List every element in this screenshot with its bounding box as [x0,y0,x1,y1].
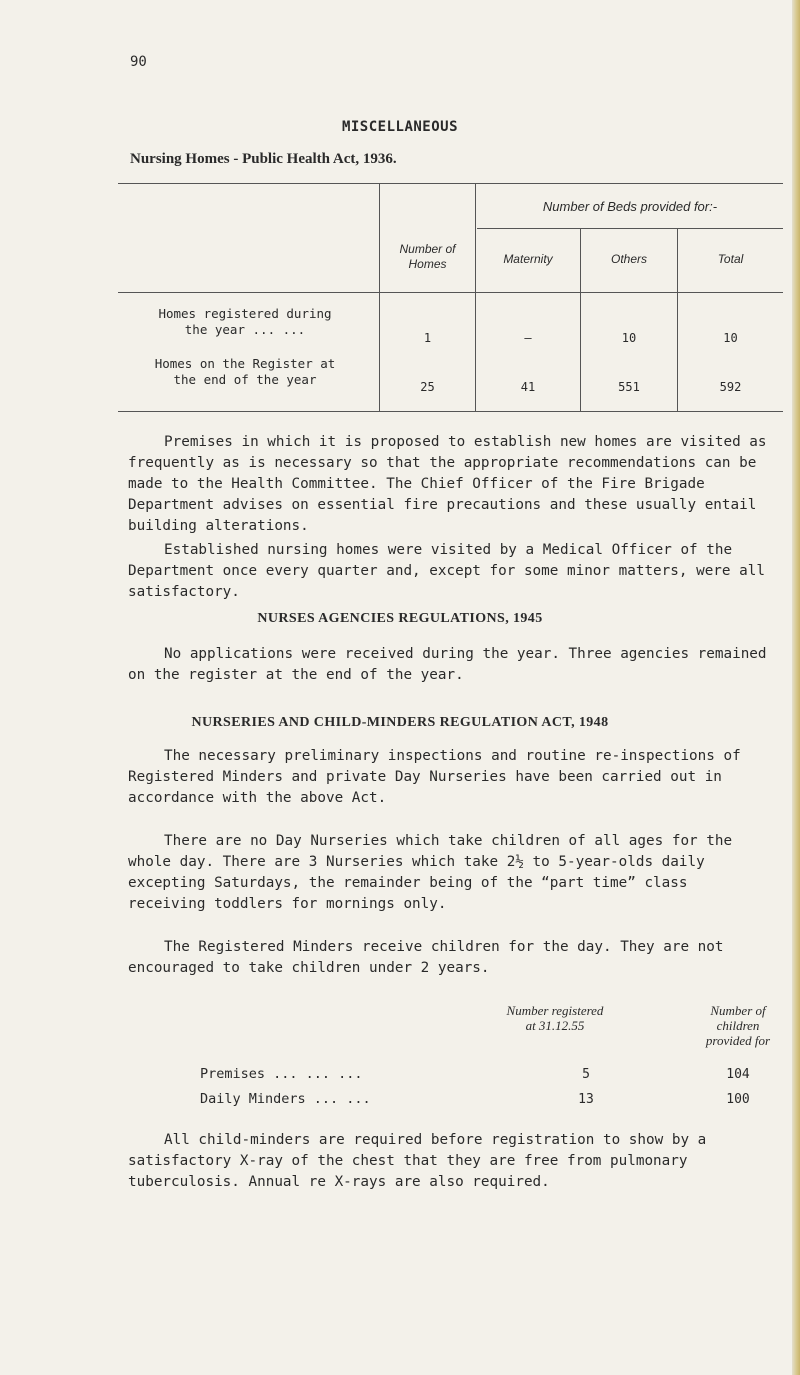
paragraph-nurseries-3 [128,937,768,979]
minders-cell-registered: 5 [582,1067,590,1082]
col-header-maternity: Maternity [503,252,553,266]
paragraph-nurseries-3-text: The Registered Minders receive children for the day. They are not encouraged to take children under 2 years. [128,939,724,976]
paragraph-closing [128,1130,768,1193]
cell-maternity: 41 [520,380,536,394]
table-vline-1 [379,184,380,411]
nursing-homes-subtitle: Nursing Homes - Public Health Act, 1936. [130,151,397,167]
paragraph-nurses-text: No applications were received during the year. Three agencies remained on the register at the end of the year. [128,646,767,683]
paragraph-nurseries-1-text: The necessary preliminary inspections and routine re-inspections of Registered Minders and private Day Nurseries have been carried out in accordance with the above Act. [128,748,741,806]
cell-others: 551 [618,380,640,394]
table-row-label [120,356,370,388]
cell-maternity: – [524,331,532,345]
col-header-homes-line1: Number of [399,242,456,256]
cell-others: 10 [621,331,637,345]
paragraph-premises-text: Premises in which it is proposed to establish new homes are visited as frequently as is necessary so that the appropriate recommendations can be made to the Health Committee. The Chief Officer of the Fire Brigade Department advises on essential fire precautions and these usually entail building alterations. [128,434,767,534]
table-vline-2 [475,184,476,411]
row-label-line1: Homes registered during [158,306,332,321]
nurseries-heading: NURSERIES AND CHILD-MINDERS REGULATION ACT, 1948 [191,715,609,730]
section-title: MISCELLANEOUS [341,119,459,135]
col-header-beds: Number of Beds provided for:- [542,199,718,214]
paragraph-premises [128,432,768,537]
table-rule-bottom [118,411,783,412]
row-label-line2: the end of the year [173,372,317,387]
cell-total: 592 [719,380,742,394]
page-edge [792,0,800,1375]
table-rule-header [118,292,783,293]
paragraph-closing-text: All child-minders are required before registration to show by a satisfactory X-ray of the chest that they are free from pulmonary tuberculosis. Annual re X-rays are also required. [128,1132,707,1190]
cell-homes: 25 [420,380,435,394]
minders-row-label: Premises ... ... ... [200,1066,363,1082]
col-header-children-line2: children [716,1018,760,1033]
cell-total: 10 [723,331,738,345]
paragraph-established [128,540,768,603]
minders-cell-children: 104 [726,1067,750,1082]
col-header-registered [475,1003,635,1033]
paragraph-nurseries-1 [128,746,768,809]
table-rule-top [118,183,783,184]
paragraph-nurseries-2 [128,831,768,915]
minders-cell-children: 100 [726,1092,750,1107]
table-row-label [120,306,370,338]
col-header-children-line1: Number of [710,1003,766,1018]
col-header-homes [380,242,475,272]
minders-cell-registered: 13 [578,1092,594,1107]
col-header-others: Others [610,252,647,266]
col-header-registered-line2: at 31.12.55 [525,1018,585,1033]
col-header-total: Total [717,252,744,266]
col-header-children [688,1003,788,1048]
row-label-line2: the year ... ... [184,322,306,337]
row-label-line1: Homes on the Register at [154,356,336,371]
col-header-children-line3: provided for [705,1033,771,1048]
page-number: 90 [130,54,147,70]
nurses-agencies-heading: NURSES AGENCIES REGULATIONS, 1945 [257,611,543,626]
col-header-homes-line2: Homes [408,257,447,271]
paragraph-nurseries-2-text: There are no Day Nurseries which take children of all ages for the whole day. There are 3 Nurseries which take 2½ to 5-year-olds daily excepting Saturdays, the remainder being of the “part time” class receiving toddlers for mornings only. [128,833,733,912]
cell-homes: 1 [423,331,432,345]
col-header-registered-line1: Number registered [506,1003,604,1018]
paragraph-nurses [128,644,768,686]
minders-row-label: Daily Minders ... ... [200,1091,371,1107]
paragraph-established-text: Established nursing homes were visited by a Medical Officer of the Department once every quarter and, except for some minor matters, were all satisfactory. [128,542,765,600]
table-rule-beds [477,228,783,229]
